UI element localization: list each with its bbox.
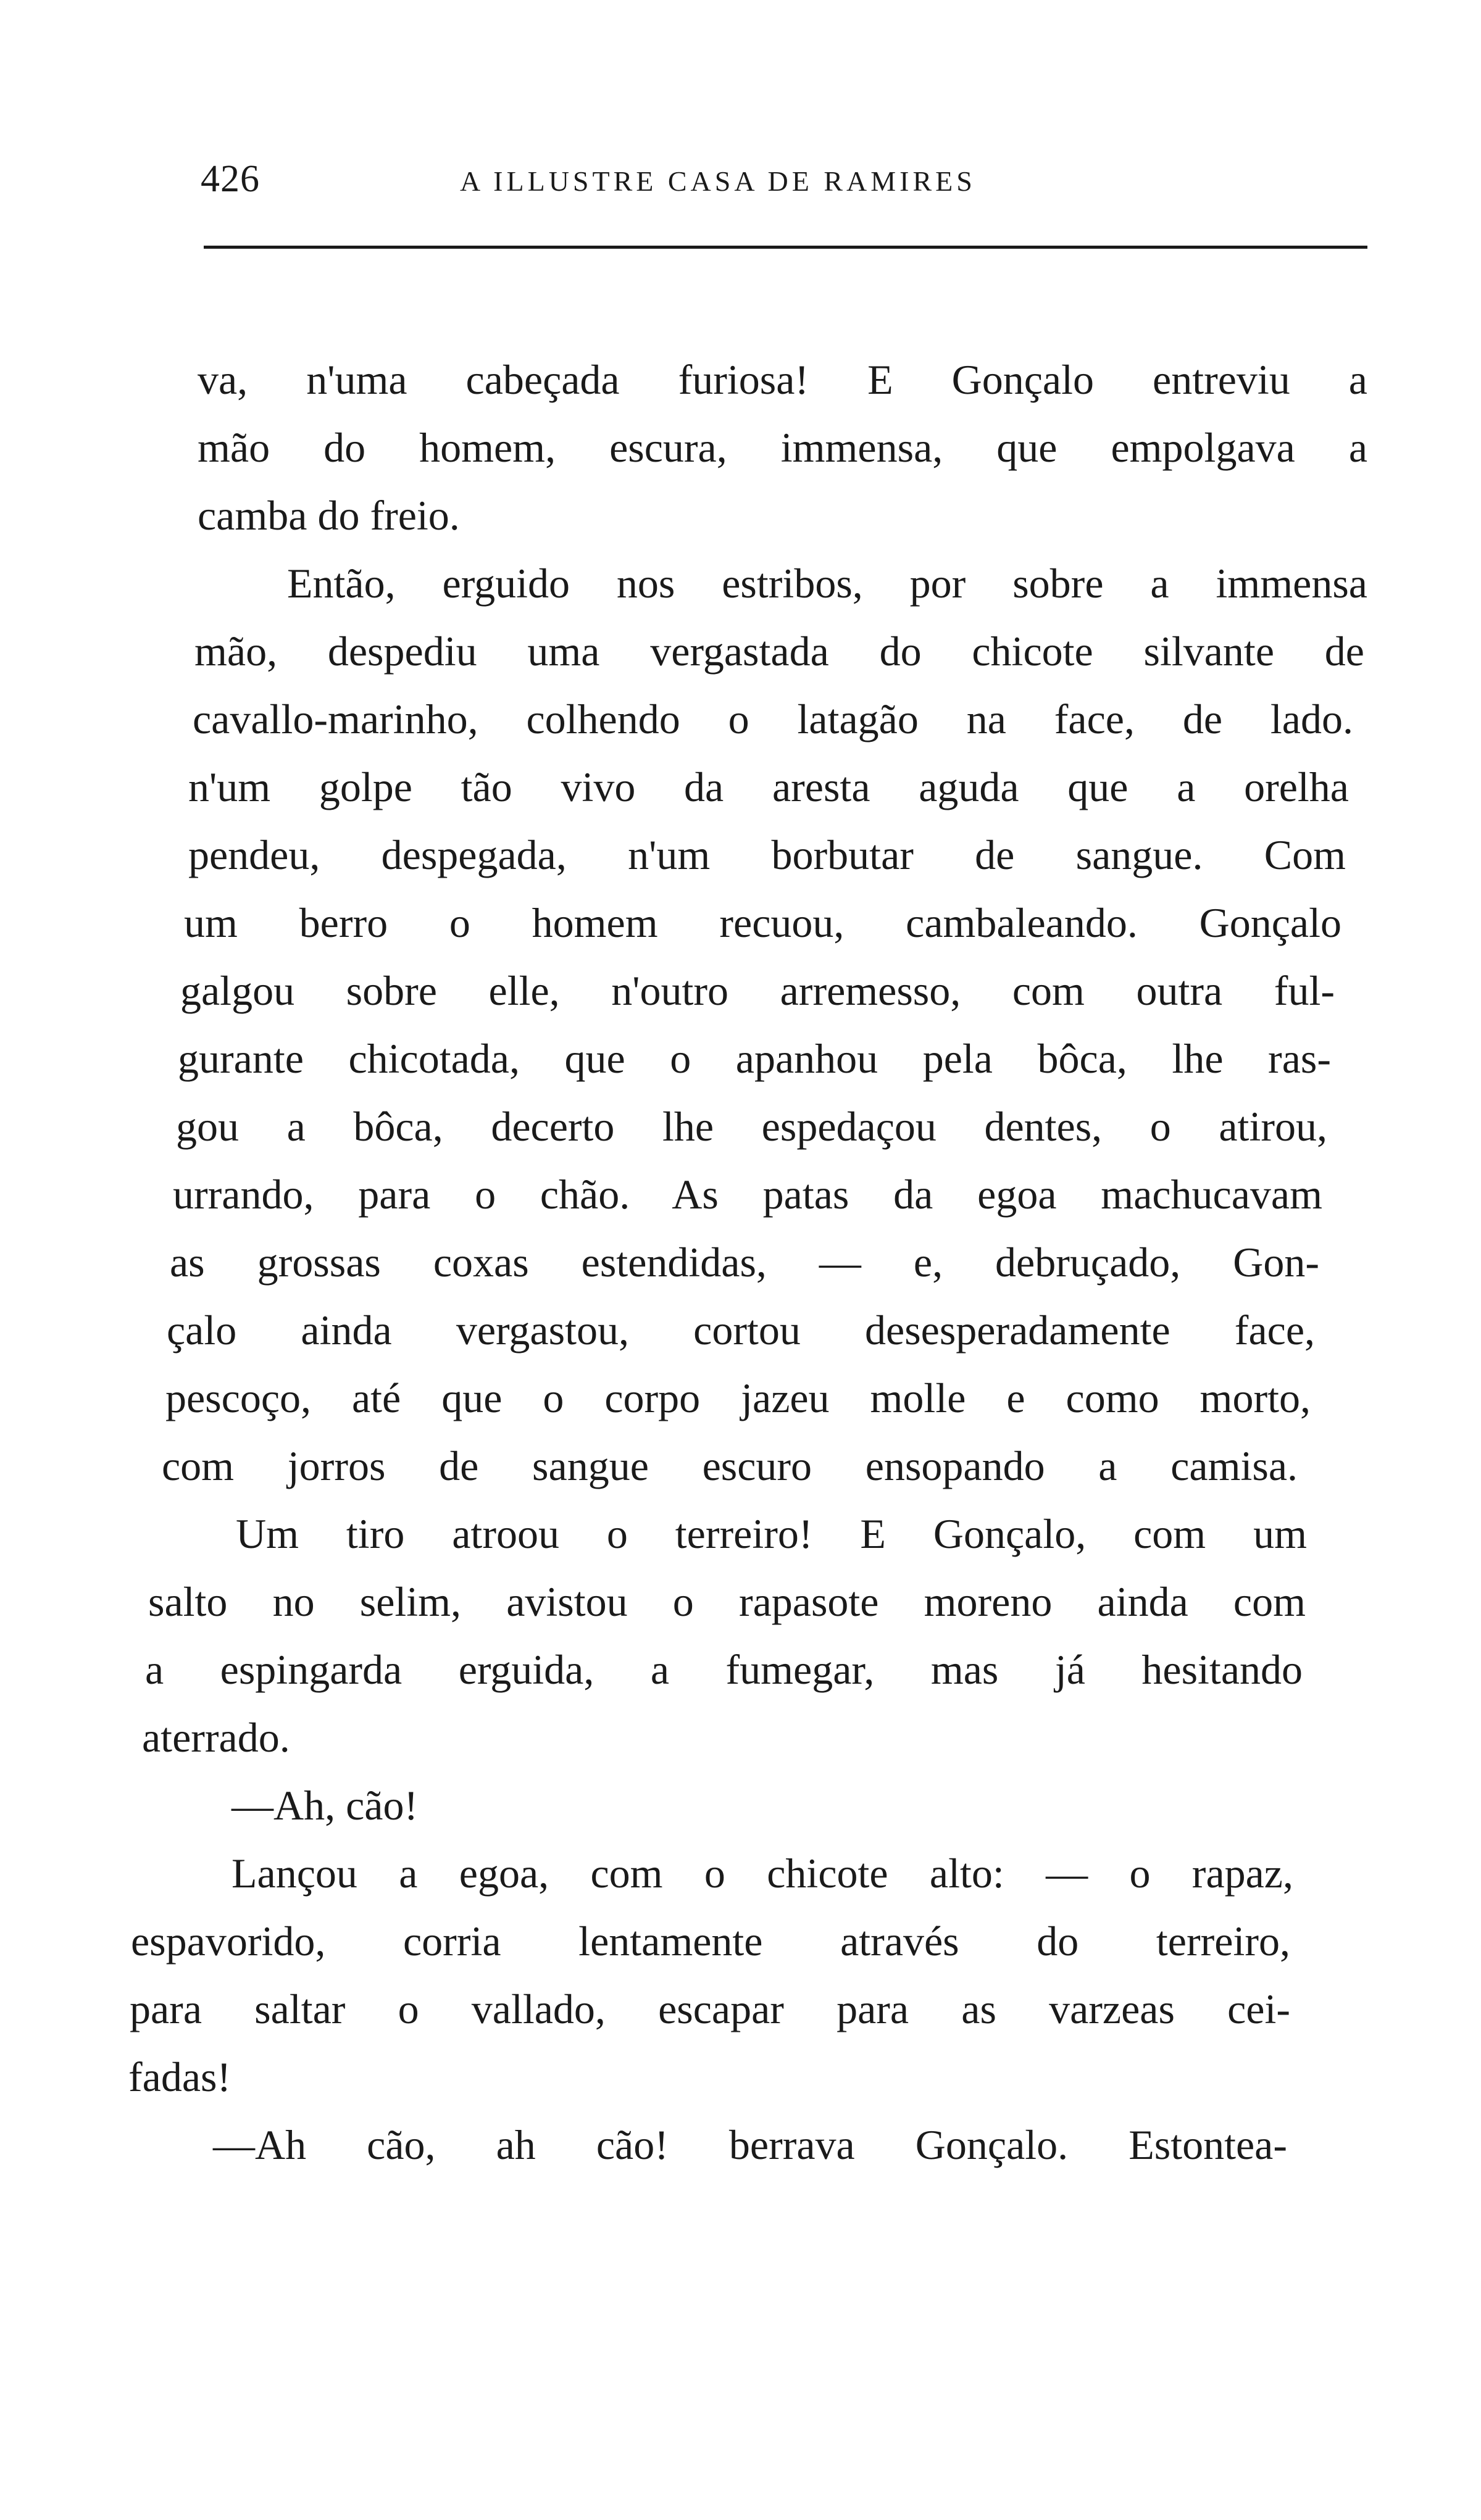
text-line: —Ah cão, ah cão! berrava Gonçalo. Estontea- (213, 2121, 1287, 2168)
page-number: 426 (201, 158, 260, 200)
header-rule (204, 246, 1367, 249)
text-line: gou a bôca, decerto lhe espedaçou dentes, o atirou, (176, 1103, 1327, 1150)
text-line: com jorros de sangue escuro ensopando a camisa. (162, 1442, 1298, 1489)
text-line: a espingarda erguida, a fumegar, mas já hesitando (145, 1646, 1303, 1693)
text-line: espavorido, corria lentamente através do terreiro, (131, 1918, 1290, 1965)
text-line: Então, erguido nos estribos, por sobre a immensa (287, 560, 1367, 607)
text-line: salto no selim, avistou o rapasote moreno ainda com (148, 1578, 1306, 1625)
text-line: aterrado. (142, 1714, 290, 1761)
text-line: Um tiro atroou o terreiro! E Gonçalo, com um (236, 1510, 1307, 1557)
text-line: pendeu, despegada, n'um borbutar de sangue. Com (188, 831, 1346, 878)
text-line: Lançou a egoa, com o chicote alto: — o rapaz, (232, 1850, 1293, 1897)
text-line: gurante chicotada, que o apanhou pela bôca, lhe ras- (178, 1035, 1331, 1082)
text-line: fadas! (128, 2053, 232, 2100)
text-line: n'um golpe tão vivo da aresta aguda que a orelha (188, 763, 1349, 810)
text-line: mão do homem, escura, immensa, que empolgava a (198, 424, 1367, 471)
text-line: camba do freio. (198, 492, 460, 539)
text-line: —Ah, cão! (232, 1782, 419, 1829)
book-title: A ILLUSTRE CASA DE RAMIRES (460, 165, 976, 197)
text-line: para saltar o vallado, escapar para as varzeas cei- (130, 1986, 1290, 2032)
text-line: urrando, para o chão. As patas da egoa machucavam (173, 1171, 1322, 1218)
text-line: pescoço, até que o corpo jazeu molle e como morto, (165, 1374, 1311, 1421)
running-head (201, 157, 1374, 213)
text-line: va, n'uma cabeçada furiosa! E Gonçalo entreviu a (198, 356, 1367, 403)
text-line: as grossas coxas estendidas, — e, debruçado, Gon- (170, 1239, 1319, 1286)
text-line: um berro o homem recuou, cambaleando. Gonçalo (184, 899, 1341, 946)
text-line: galgou sobre elle, n'outro arremesso, com outra ful- (180, 967, 1335, 1014)
text-line: mão, despediu uma vergastada do chicote silvante de (194, 628, 1364, 675)
text-line: çalo ainda vergastou, cortou desesperadamente face, (167, 1307, 1315, 1354)
text-line: cavallo-marinho, colhendo o latagão na face, de lado. (193, 696, 1353, 742)
